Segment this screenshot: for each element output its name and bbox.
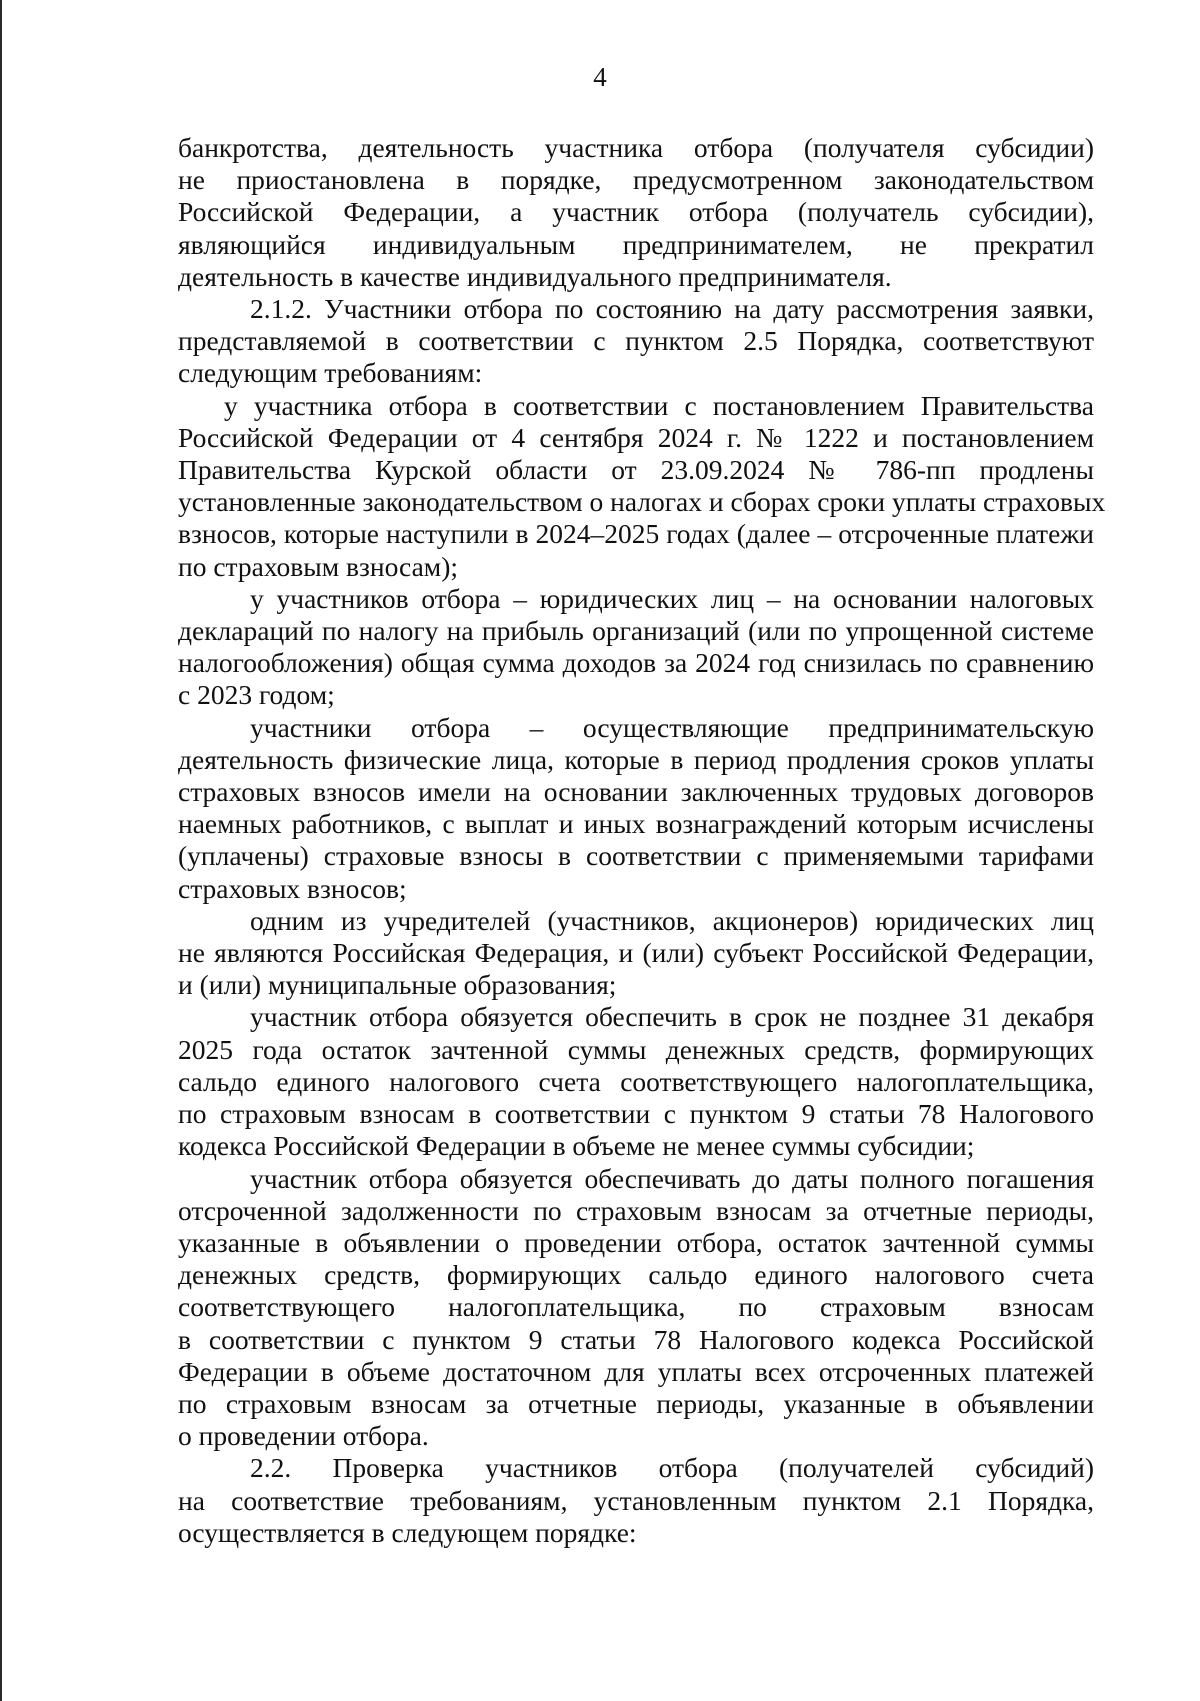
text-line: 2.2. Проверка участников отбора (получателей субсидий) [250,1452,1094,1484]
paragraph-obligation-full-repayment [178,1163,1094,1453]
text-line: кодекса Российской Федерации в объеме не менее суммы субсидии; [178,1130,975,1162]
text-line: деклараций по налогу на прибыль организаций (или по упрощенной системе [178,615,1094,647]
text-line: деятельность физические лица, которые в период продления сроков уплаты [178,743,1094,775]
text-line: денежных средств, формирующих сальдо единого налогового счета [178,1259,1094,1291]
text-line: у участника отбора в соответствии с постановлением Правительства [224,389,1094,421]
paragraph-legal-entities [178,583,1094,712]
text-line: по страховым взносам в соответствии с пунктом 9 статьи 78 Налогового [178,1098,1094,1130]
text-line: (уплачены) страховые взносы в соответствии с применяемыми тарифами [178,840,1094,872]
text-line: 2.1.2. Участники отбора по состоянию на дату рассмотрения заявки, [250,293,1094,325]
text-line: участники отбора – осуществляющие предпринимательскую [250,711,1094,743]
text-line: 2025 года остаток зачтенной суммы денежных средств, формирующих [178,1033,1094,1065]
text-line: одним из учредителей (участников, акционеров) юридических лиц [250,904,1094,936]
text-line: не являются Российская Федерация, и (или) субъект Российской Федерации, [178,937,1094,969]
text-line: в соответствии с пунктом 9 статьи 78 Налогового кодекса Российской [178,1323,1094,1355]
paragraph-2-2 [178,1452,1094,1549]
text-line: представляемой в соответствии с пунктом 2.5 Порядка, соответствуют [178,325,1094,357]
text-line: осуществляется в следующем порядке: [178,1516,637,1548]
text-line: на соответствие требованиям, установленным пунктом 2.1 Порядка, [178,1484,1094,1516]
text-line: наемных работников, с выплат и иных вознаграждений которым исчислены [178,808,1094,840]
text-line: Российской Федерации от 4 сентября 2024 г. № 1222 и постановлением [178,421,1094,453]
text-line: Российской Федерации, а участник отбора (получатель субсидии), [178,196,1094,228]
text-line: следующим требованиям: [178,357,483,389]
scan-edge [0,0,2,1701]
text-line: являющийся индивидуальным предпринимателем, не прекратил [178,228,1094,260]
text-line: по страховым взносам за отчетные периоды, указанные в объявлении [178,1387,1094,1419]
text-line: деятельность в качестве индивидуального предпринимателя. [178,260,892,292]
text-line: с 2023 годом; [178,679,335,711]
page-number: 4 [593,62,607,92]
text-line: взносов, которые наступили в 2024–2025 годах (далее – отсроченные платежи [178,518,1094,550]
document-body [178,132,1106,1549]
paragraph-obligation-2025 [178,1001,1094,1162]
text-line: участник отбора обязуется обеспечить в срок не позднее 31 декабря [250,1001,1094,1033]
text-line: участник отбора обязуется обеспечивать до даты полного погашения [250,1162,1094,1194]
text-line: соответствующего налогоплательщика, по страховым взносам [178,1291,1094,1323]
paragraph-founders [178,905,1094,1002]
text-line: и (или) муниципальные образования; [178,969,617,1001]
paragraph-individuals [178,712,1094,905]
text-line: о проведении отбора. [178,1420,429,1452]
text-line: сальдо единого налогового счета соответствующего налогоплательщика, [178,1065,1094,1097]
text-line: страховых взносов; [178,872,407,904]
text-line: указанные в объявлении о проведении отбора, остаток зачтенной суммы [178,1226,1094,1258]
text-line: отсроченной задолженности по страховым взносам за отчетные периоды, [178,1194,1094,1226]
text-line: страховых взносов имели на основании заключенных трудовых договоров [178,776,1094,808]
text-line: у участников отбора – юридических лиц – на основании налоговых [250,582,1094,614]
text-line: банкротства, деятельность участника отбора (получателя субсидии) [178,132,1094,163]
text-line: установленные законодательством о налогах и сборах сроки уплаты страховых [178,486,1106,518]
paragraph-2-1-2 [178,293,1094,390]
text-line: Правительства Курской области от 23.09.2024 № 786-пп продлены [178,454,1094,486]
text-line: налогообложения) общая сумма доходов за 2024 год снизилась по сравнению [178,647,1094,679]
paragraph-deferred-payments [178,389,1106,583]
text-line: по страховым взносам); [178,550,458,582]
text-line: Федерации в объеме достаточном для уплаты всех отсроченных платежей [178,1355,1094,1387]
paragraph-bankruptcy-continuation [178,132,1094,293]
text-line: не приостановлена в порядке, предусмотренном законодательством [178,164,1094,196]
